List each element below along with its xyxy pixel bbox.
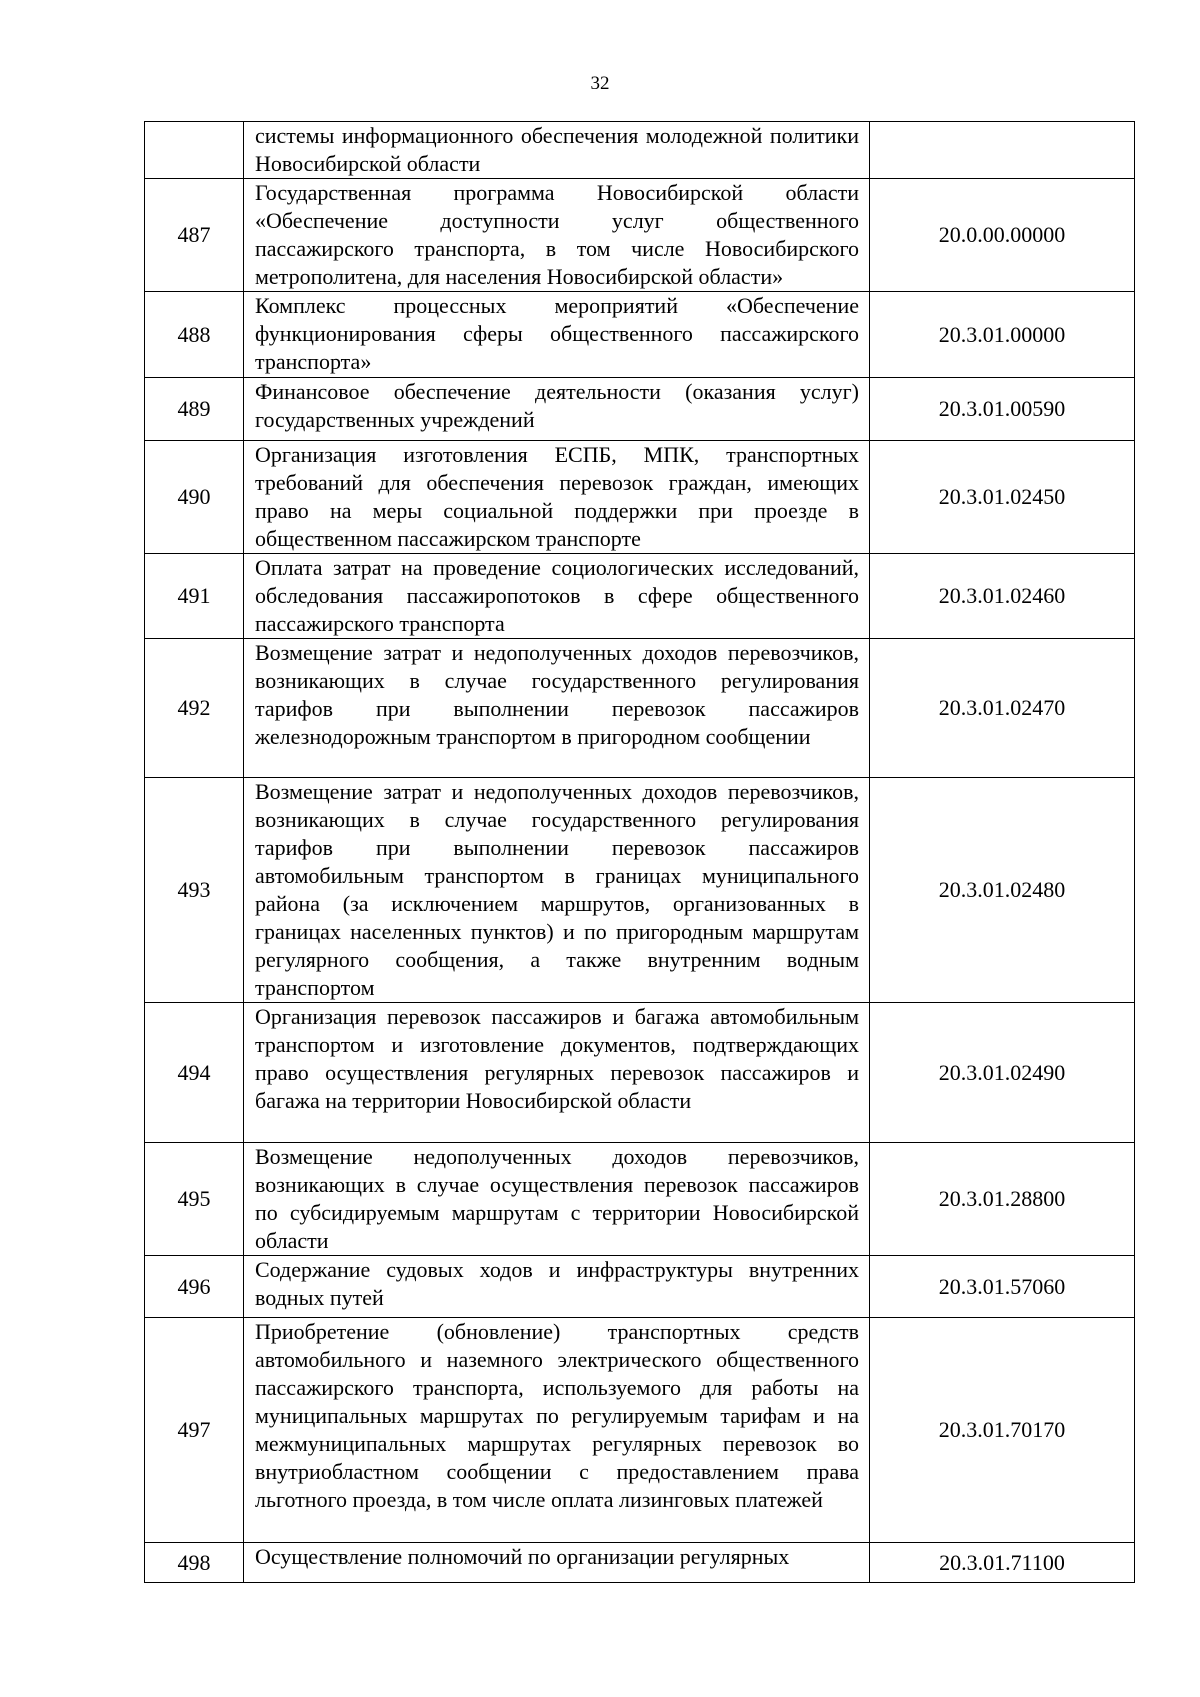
row-name: Финансовое обеспечение деятельности (оказания услуг) государственных учреждений	[244, 378, 870, 441]
row-code: 20.3.01.57060	[870, 1256, 1135, 1318]
row-name: Содержание судовых ходов и инфраструктуры внутренних водных путей	[244, 1256, 870, 1318]
row-number: 494	[145, 1003, 244, 1143]
row-number: 490	[145, 441, 244, 554]
table-row	[145, 778, 1135, 1003]
row-number: 489	[145, 378, 244, 441]
row-code: 20.3.01.00590	[870, 378, 1135, 441]
row-name: Возмещение недополученных доходов перевозчиков, возникающих в случае осуществления перевозок пассажиров по субсидируемым маршрутам с территории Новосибирской области	[244, 1143, 870, 1256]
row-code: 20.3.01.02490	[870, 1003, 1135, 1143]
row-name: Комплекс процессных мероприятий «Обеспечение функционирования сферы общественного пассажирского транспорта»	[244, 292, 870, 378]
row-code: 20.3.01.71100	[870, 1543, 1135, 1583]
row-code: 20.3.01.02460	[870, 554, 1135, 639]
row-name: Приобретение (обновление) транспортных средств автомобильного и наземного электрического общественного пассажирского транспорта, используемого для работы на муниципальных маршрутах по регулируемым тарифам и на межмуниципальных маршрутах регулярных перевозок во внутриобластном сообщении с предоставлением права льготного проезда, в том числе оплата лизинговых платежей	[244, 1318, 870, 1543]
table-row	[145, 441, 1135, 554]
table-row	[145, 378, 1135, 441]
table-row	[145, 292, 1135, 378]
row-number	[145, 122, 244, 179]
row-code: 20.3.01.02470	[870, 639, 1135, 778]
row-number: 493	[145, 778, 244, 1003]
table-row	[145, 1256, 1135, 1318]
row-number: 496	[145, 1256, 244, 1318]
table-row	[145, 1318, 1135, 1543]
page-number: 32	[590, 73, 610, 94]
classification-table	[144, 121, 1135, 1583]
table-row	[145, 1143, 1135, 1256]
row-number: 487	[145, 179, 244, 292]
row-code: 20.3.01.70170	[870, 1318, 1135, 1543]
row-code: 20.3.01.02480	[870, 778, 1135, 1003]
row-code: 20.3.01.02450	[870, 441, 1135, 554]
row-code	[870, 122, 1135, 179]
row-number: 488	[145, 292, 244, 378]
row-name: Государственная программа Новосибирской области «Обеспечение доступности услуг общественного пассажирского транспорта, в том числе Новосибирского метрополитена, для населения Новосибирской области»	[244, 179, 870, 292]
row-name: Организация изготовления ЕСПБ, МПК, транспортных требований для обеспечения перевозок граждан, имеющих право на меры социальной поддержки при проезде в общественном пассажирском транспорте	[244, 441, 870, 554]
table-row	[145, 1543, 1135, 1583]
row-name: Оплата затрат на проведение социологических исследований, обследования пассажиропотоков в сфере общественного пассажирского транспорта	[244, 554, 870, 639]
row-name: Возмещение затрат и недополученных доходов перевозчиков, возникающих в случае государственного регулирования тарифов при выполнении перевозок пассажиров железнодорожным транспортом в пригородном сообщении	[244, 639, 870, 778]
row-number: 492	[145, 639, 244, 778]
row-code: 20.3.01.00000	[870, 292, 1135, 378]
table-row	[145, 639, 1135, 778]
table-row	[145, 1003, 1135, 1143]
row-name: Возмещение затрат и недополученных доходов перевозчиков, возникающих в случае государственного регулирования тарифов при выполнении перевозок пассажиров автомобильным транспортом в границах муниципального района (за исключением маршрутов, организованных в границах населенных пунктов) и по пригородным маршрутам регулярного сообщения, а также внутренним водным транспортом	[244, 778, 870, 1003]
row-number: 495	[145, 1143, 244, 1256]
table-row	[145, 554, 1135, 639]
row-name: системы информационного обеспечения молодежной политики Новосибирской области	[244, 122, 870, 179]
row-number: 498	[145, 1543, 244, 1583]
table-row	[145, 179, 1135, 292]
table-row	[145, 122, 1135, 179]
row-name: Организация перевозок пассажиров и багажа автомобильным транспортом и изготовление документов, подтверждающих право осуществления регулярных перевозок пассажиров и багажа на территории Новосибирской области	[244, 1003, 870, 1143]
row-code: 20.3.01.28800	[870, 1143, 1135, 1256]
row-number: 497	[145, 1318, 244, 1543]
row-number: 491	[145, 554, 244, 639]
row-name: Осуществление полномочий по организации регулярных	[244, 1543, 870, 1583]
row-code: 20.0.00.00000	[870, 179, 1135, 292]
